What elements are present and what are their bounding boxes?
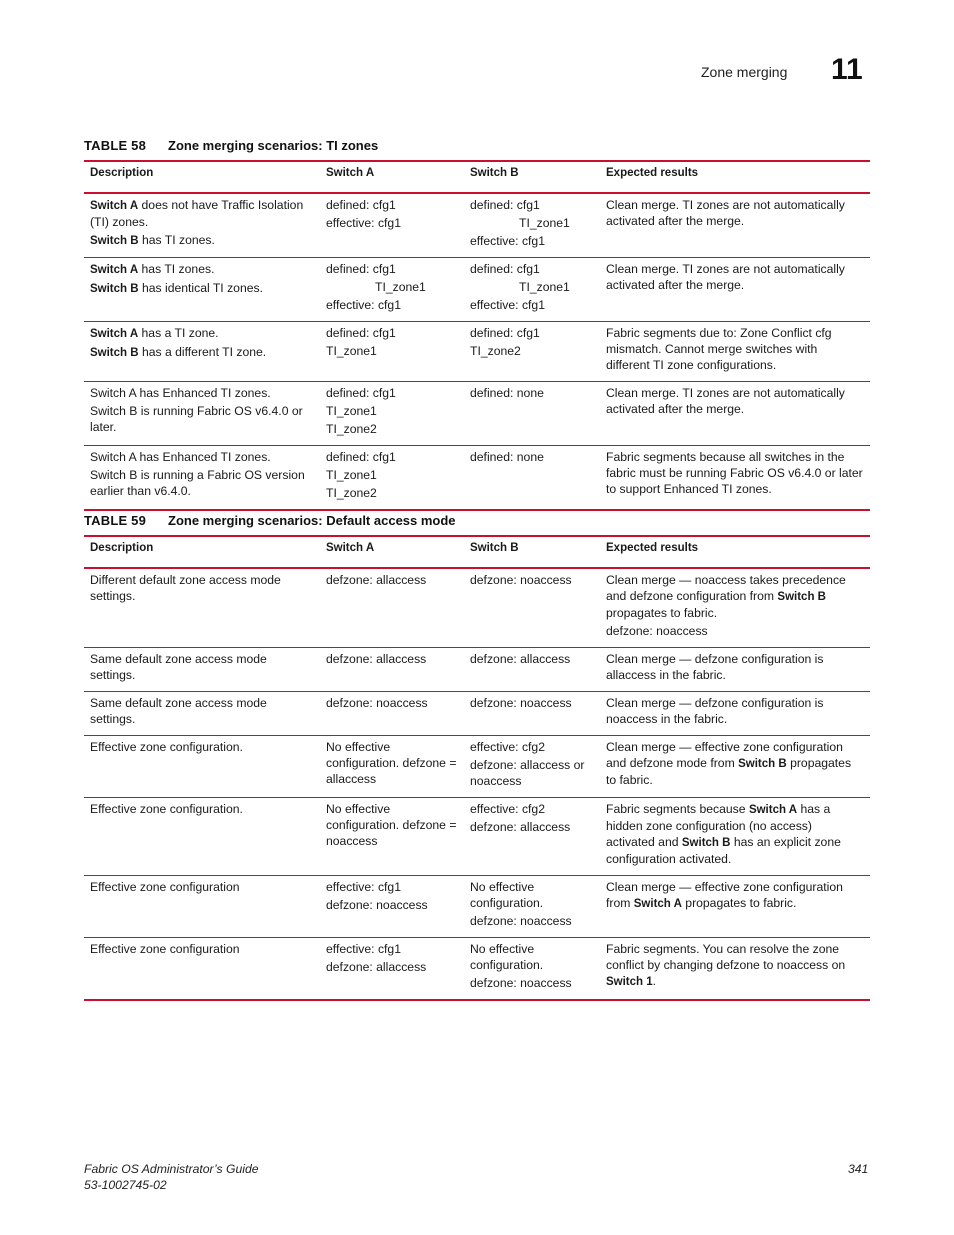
cell-line (90, 197, 314, 230)
cell-description (84, 193, 320, 258)
text-run: Clean merge. TI zones are not automatically activated after the merge. (606, 262, 845, 292)
cell-line: TI_zone1 (375, 280, 426, 294)
cell-line: defined: cfg1 (470, 198, 540, 212)
switch-keyword: Switch A (90, 200, 139, 212)
cell-description (84, 648, 320, 692)
cell-switch-b (464, 382, 600, 446)
cell-description (84, 446, 320, 511)
cell-line: effective: cfg1 (470, 298, 545, 312)
cell-line (90, 280, 314, 297)
cell-line (606, 695, 864, 727)
cell-line: defined: cfg1 (326, 450, 396, 464)
cell-switch-b (464, 736, 600, 798)
cell-line: defzone: allaccess (326, 652, 427, 666)
table-58-title: Zone merging scenarios: TI zones (168, 138, 379, 153)
cell-line: defzone: allaccess or noaccess (470, 758, 585, 788)
cell-line: defined: none (470, 386, 544, 400)
cell-expected-results (600, 322, 870, 382)
cell-line: TI_zone1 (326, 404, 377, 418)
col-header-description: Description (84, 161, 320, 193)
cell-expected-results (600, 736, 870, 798)
cell-line: effective: cfg2 (470, 802, 545, 816)
col-header-expected-results: Expected results (600, 161, 870, 193)
cell-description (84, 736, 320, 798)
cell-switch-b (464, 876, 600, 938)
cell-switch-b (464, 446, 600, 511)
cell-switch-a (320, 446, 464, 511)
col-header-switch-b: Switch B (464, 536, 600, 568)
switch-keyword: Switch 1 (606, 976, 653, 988)
cell-line: effective: cfg1 (326, 216, 401, 230)
cell-line: defzone: noaccess (470, 976, 572, 990)
cell-description (84, 322, 320, 382)
cell-line: effective: cfg1 (326, 298, 401, 312)
text-run: Clean merge. TI zones are not automatically activated after the merge. (606, 386, 845, 416)
cell-switch-a (320, 692, 464, 736)
text-run: Switch A has Enhanced TI zones. (90, 386, 271, 400)
switch-keyword: Switch A (90, 328, 139, 340)
cell-line (606, 941, 864, 990)
cell-switch-a (320, 568, 464, 648)
cell-line: defzone: allaccess (470, 820, 571, 834)
text-run: Same default zone access mode settings. (90, 696, 267, 726)
running-header-section: Zone merging (701, 64, 788, 80)
table-row (84, 876, 870, 938)
cell-line: No effective configuration. defzone = allaccess (326, 740, 457, 786)
cell-line (606, 572, 864, 621)
cell-switch-b (464, 568, 600, 648)
cell-line: TI_zone2 (470, 344, 521, 358)
cell-line: No effective configuration. (470, 942, 544, 972)
table-58 (84, 160, 870, 511)
cell-line: defined: cfg1 (470, 262, 540, 276)
cell-line: defined: cfg1 (326, 326, 396, 340)
cell-expected-results (600, 446, 870, 511)
text-run: Effective zone configuration (90, 942, 240, 956)
col-header-switch-a: Switch A (320, 161, 464, 193)
table-row (84, 938, 870, 1001)
text-run: Effective zone configuration (90, 880, 240, 894)
cell-expected-results (600, 876, 870, 938)
table-59 (84, 535, 870, 1001)
cell-line: defined: cfg1 (326, 262, 396, 276)
cell-line: TI_zone1 (326, 468, 377, 482)
chapter-number: 11 (831, 53, 863, 86)
text-run: has identical TI zones. (138, 281, 263, 295)
text-run: Same default zone access mode settings. (90, 652, 267, 682)
cell-line (606, 651, 864, 683)
col-header-expected-results: Expected results (600, 536, 870, 568)
text-run: Clean merge — defzone configuration is allaccess in the fabric. (606, 652, 824, 682)
text-run: has TI zones. (138, 233, 215, 247)
cell-line: defzone: allaccess (326, 960, 427, 974)
text-run: Effective zone configuration. (90, 740, 243, 754)
cell-line: defzone: noaccess (326, 696, 428, 710)
cell-description (84, 258, 320, 322)
cell-line: effective: cfg2 (470, 740, 545, 754)
table-row (84, 258, 870, 322)
cell-line (606, 197, 864, 229)
cell-line (606, 261, 864, 293)
cell-line: defzone: allaccess (326, 573, 427, 587)
switch-keyword: Switch B (738, 758, 787, 770)
footer-document-number: 53-1002745-02 (84, 1178, 167, 1192)
cell-line (90, 325, 314, 342)
cell-switch-a (320, 258, 464, 322)
cell-line (90, 695, 314, 727)
cell-line: TI_zone1 (326, 344, 377, 358)
cell-description (84, 568, 320, 648)
text-run: propagates to fabric. (606, 606, 718, 620)
cell-line: defined: cfg1 (470, 326, 540, 340)
cell-switch-b (464, 938, 600, 1001)
table-header-row (84, 536, 870, 568)
cell-line (606, 325, 864, 373)
text-run: has a different TI zone. (138, 345, 267, 359)
cell-expected-results (600, 382, 870, 446)
cell-line: defzone: noaccess (326, 898, 428, 912)
switch-keyword: Switch A (633, 898, 682, 910)
col-header-switch-a: Switch A (320, 536, 464, 568)
cell-switch-b (464, 193, 600, 258)
text-run: . (652, 974, 657, 988)
table-58-body (84, 193, 870, 510)
cell-description (84, 382, 320, 446)
cell-line (606, 879, 864, 912)
cell-line (90, 879, 314, 895)
text-run: has an explicit zone configuration activated. (606, 835, 841, 866)
switch-keyword: Switch B (90, 347, 139, 359)
text-run: does not have Traffic Isolation (TI) zones. (90, 198, 304, 229)
text-run: Effective zone configuration. (90, 802, 243, 816)
text-run: Clean merge — effective zone configuration and defzone mode from (606, 740, 843, 770)
cell-line: TI_zone1 (519, 216, 570, 230)
switch-keyword: Switch B (681, 837, 731, 849)
table-row (84, 322, 870, 382)
cell-line: defzone: noaccess (470, 696, 572, 710)
cell-line (90, 385, 314, 401)
cell-line (606, 449, 864, 497)
cell-switch-a (320, 798, 464, 876)
text-run: Different default zone access mode settings. (90, 573, 281, 603)
cell-switch-a (320, 648, 464, 692)
text-run: Fabric segments because (606, 802, 749, 816)
text-run: Fabric segments because all switches in the fabric must be running Fabric OS v6.4.0 or later to support Enhanced TI zones. (606, 450, 863, 496)
footer-page-number: 341 (848, 1162, 869, 1176)
text-run: has a TI zone. (138, 326, 219, 340)
table-58-caption (84, 138, 378, 153)
cell-description (84, 938, 320, 1001)
cell-line (90, 449, 314, 465)
cell-switch-b (464, 798, 600, 876)
cell-line: defzone: allaccess (470, 652, 571, 666)
table-row (84, 736, 870, 798)
cell-description (84, 692, 320, 736)
switch-keyword: Switch A (90, 264, 139, 276)
cell-line: defzone: noaccess (470, 914, 572, 928)
cell-line (90, 941, 314, 957)
cell-expected-results (600, 193, 870, 258)
text-run: Clean merge. TI zones are not automatically activated after the merge. (606, 198, 845, 228)
cell-expected-results (600, 938, 870, 1001)
cell-expected-results (600, 258, 870, 322)
cell-switch-b (464, 258, 600, 322)
cell-switch-b (464, 648, 600, 692)
table-row (84, 446, 870, 511)
cell-line: No effective configuration. defzone = noaccess (326, 802, 457, 848)
cell-line: effective: cfg1 (326, 880, 401, 894)
cell-switch-a (320, 938, 464, 1001)
cell-switch-a (320, 736, 464, 798)
text-run: Clean merge — defzone configuration is noaccess in the fabric. (606, 696, 824, 726)
cell-description (84, 798, 320, 876)
text-run: Switch B is running a Fabric OS version earlier than v6.4.0. (90, 468, 305, 498)
cell-line: TI_zone2 (326, 486, 377, 500)
cell-line (606, 801, 864, 867)
cell-expected-results (600, 648, 870, 692)
text-run: Clean merge — effective zone configuration from (606, 880, 843, 910)
table-59-number: TABLE 59 (84, 513, 147, 528)
cell-expected-results (600, 692, 870, 736)
cell-description (84, 876, 320, 938)
text-run: Fabric segments. You can resolve the zone conflict by changing defzone to noaccess on (606, 942, 846, 972)
cell-line: defined: none (470, 450, 544, 464)
cell-line: TI_zone1 (519, 280, 570, 294)
footer-guide-title: Fabric OS Administrator’s Guide (84, 1162, 259, 1176)
col-header-switch-b: Switch B (464, 161, 600, 193)
cell-line (90, 801, 314, 817)
cell-line (90, 261, 314, 278)
cell-line: No effective configuration. (470, 880, 544, 910)
cell-line: effective: cfg1 (326, 942, 401, 956)
cell-line (90, 467, 314, 499)
table-58-number: TABLE 58 (84, 138, 147, 153)
switch-keyword: Switch B (90, 283, 139, 295)
text-run: propagates to fabric. (606, 756, 852, 787)
switch-keyword: Switch B (90, 235, 139, 247)
cell-line (90, 651, 314, 683)
switch-keyword: Switch A (748, 804, 798, 816)
text-run: Switch A has Enhanced TI zones. (90, 450, 271, 464)
cell-switch-b (464, 322, 600, 382)
cell-line: effective: cfg1 (470, 234, 545, 248)
col-header-description: Description (84, 536, 320, 568)
cell-switch-a (320, 382, 464, 446)
table-header-row (84, 161, 870, 193)
table-row (84, 798, 870, 876)
table-row (84, 692, 870, 736)
cell-line (606, 385, 864, 417)
cell-expected-results (600, 568, 870, 648)
cell-line (90, 232, 314, 249)
cell-switch-a (320, 193, 464, 258)
text-run: Fabric segments due to: Zone Conflict cfg mismatch. Cannot merge switches with different TI zone configurations. (606, 326, 832, 372)
cell-line (90, 572, 314, 604)
text-run: propagates to fabric. (681, 896, 797, 910)
switch-keyword: Switch B (777, 591, 826, 603)
text-run: Switch B is running Fabric OS v6.4.0 or later. (90, 404, 303, 434)
cell-line (606, 623, 864, 639)
cell-switch-a (320, 876, 464, 938)
table-row (84, 648, 870, 692)
cell-line: defzone: noaccess (470, 573, 572, 587)
cell-switch-b (464, 692, 600, 736)
cell-line (90, 739, 314, 755)
text-run: Clean merge — noaccess takes precedence and defzone configuration from (606, 573, 846, 603)
cell-switch-a (320, 322, 464, 382)
text-run: has a hidden zone configuration (no access) activated and (606, 802, 831, 849)
text-run: has TI zones. (138, 262, 215, 276)
table-row (84, 193, 870, 258)
cell-line: TI_zone2 (326, 422, 377, 436)
table-59-caption (84, 513, 456, 528)
table-row (84, 382, 870, 446)
table-59-title: Zone merging scenarios: Default access mode (168, 513, 456, 528)
cell-line (90, 403, 314, 435)
table-59-body (84, 568, 870, 1000)
cell-line (90, 344, 314, 361)
cell-line: defined: cfg1 (326, 386, 396, 400)
cell-line (606, 739, 864, 788)
table-row (84, 568, 870, 648)
text-run: defzone: noaccess (606, 624, 708, 638)
cell-expected-results (600, 798, 870, 876)
cell-line: defined: cfg1 (326, 198, 396, 212)
